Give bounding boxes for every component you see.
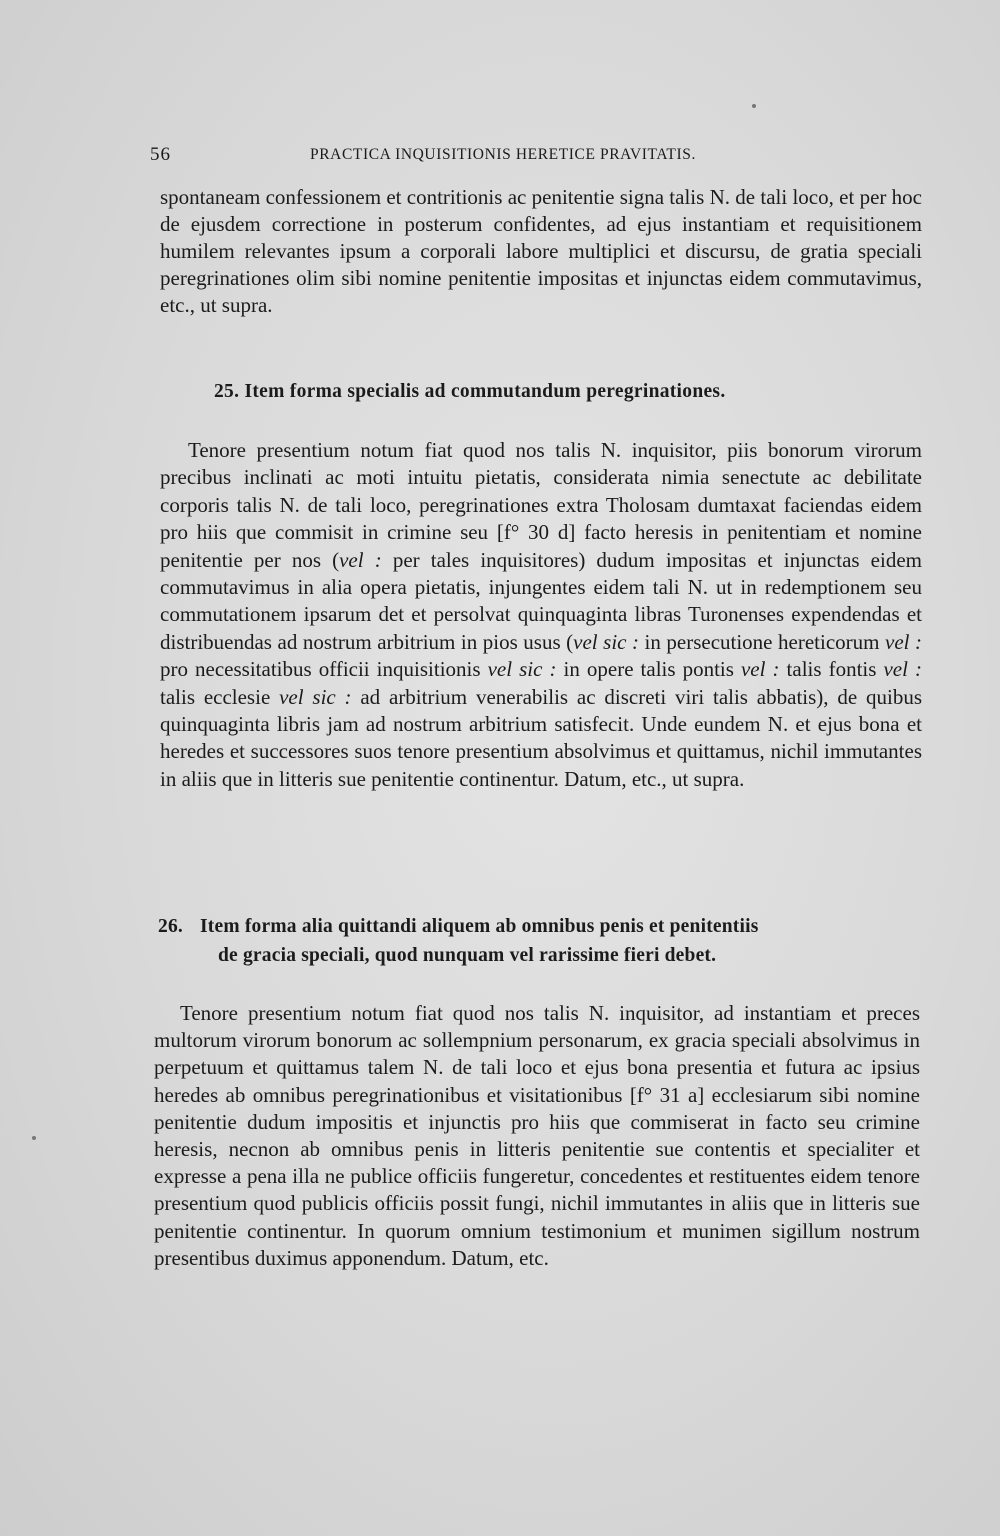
italic-variant: vel : <box>339 547 382 572</box>
italic-variant: vel sic : <box>487 657 557 682</box>
paragraph-continuation: spontaneam confessionem et contritionis ac penitentie signa talis N. de tali loco, et per hoc de ejusdem correctione in posterum confidentes, ad ejus instantiam et requisitionem humilem relevantes ipsum a corporali labore multiplici et discursu, de gratia speciali peregrinationes olim sibi nomine penitentie impositas et injunctas eidem commutavimus, etc., ut supra. <box>160 185 922 317</box>
italic-variant: vel : <box>885 629 923 654</box>
section-heading-25: 25. Item forma specialis ad commutandum peregrinationes. <box>214 381 726 402</box>
page-speck <box>32 1136 36 1140</box>
heading-line: Item forma alia quittandi aliquem ab omnibus penis et penitentiis <box>200 916 759 937</box>
running-head: PRACTICA INQUISITIONIS HERETICE PRAVITATIS. <box>310 146 696 163</box>
section-number: 26. <box>158 916 183 937</box>
paragraph-text: ad arbitrium venerabilis ac discreti viri talis abbatis), de quibus quinquaginta libris jam ad nostrum arbitrium satisfecit. Unde eundem N. et ejus bona et heredes et successores suos tenore presentium absolvimus et quittamus, nichil immutantes in aliis que in litteris sue penitentie continentur. Datum, etc., ut supra. <box>160 684 922 791</box>
page-header <box>150 144 925 168</box>
paragraph-text: in persecutione hereticorum <box>639 629 886 654</box>
paragraph-text: in opere talis pontis <box>556 657 741 682</box>
page-number: 56 <box>150 144 171 165</box>
paragraph-text: per tales inquisitores) dudum impositas et injunctas eidem commutavimus in alia opera pietatis, injungentes eidem tali N. ut in redemptionem seu commutationem ipsarum det et persolvat quinquaginta libras Turonenses expendendas et distribuendas ad nostrum arbitrium in pios usus ( <box>160 547 922 654</box>
italic-variant: vel sic : <box>279 684 352 709</box>
paragraph-form-26: Tenore presentium notum fiat quod nos talis N. inquisitor, ad instantiam et preces multorum virorum bonorum ac sollempnium personarum, ex gracia speciali absolvimus in perpetuum et quittamus talem N. de tali loco et ejus bona presentia et futura ac ipsius heredes ab omnibus peregrinationibus et visitationibus [f° 31 a] ecclesiarum sibi nomine penitentie dudum impositis et injunctis pro hiis que commiserat in facto seu crimine heresis, necnon ab omnibus penis in litteris penitentie sue contentis et specialiter et expresse a pena illa ne publice officiis fungeretur, concedentes et restituentes eidem tenore presentium quod publicis officiis possit fungi, nichil immutantes in aliis que in litteris sue penitentie continentur. In quorum omnium testimonium et munimen sigillum nostrum presentibus duximus apponendum. Datum, etc. <box>154 1001 920 1270</box>
paragraph-text: talis ecclesie <box>160 684 280 709</box>
paragraph-text: Tenore presentium notum fiat quod nos talis N. inquisitor, piis bonorum virorum precibus inclinati ac moti intuitu pietatis, considerata nimia senectute ac debilitate corporis talis N. de tali loco, peregrinationes extra Tholosam dumtaxat faciendas eidem pro hiis que commisit in crimine seu [f° 30 d] facto heresis in penitentiam et nomine penitentie per nos ( <box>160 438 922 572</box>
paragraph-text: talis fontis <box>779 657 884 682</box>
italic-variant: vel sic : <box>573 629 639 654</box>
paragraph-form-25 <box>160 437 922 793</box>
section-heading-26 <box>158 912 926 970</box>
italic-variant: vel : <box>740 657 780 682</box>
italic-variant: vel : <box>883 657 922 682</box>
paragraph-text: pro necessitatibus officii inquisitionis <box>160 657 488 682</box>
heading-line: de gracia speciali, quod nunquam vel rarissime fieri debet. <box>218 945 717 966</box>
page-speck <box>752 104 756 108</box>
